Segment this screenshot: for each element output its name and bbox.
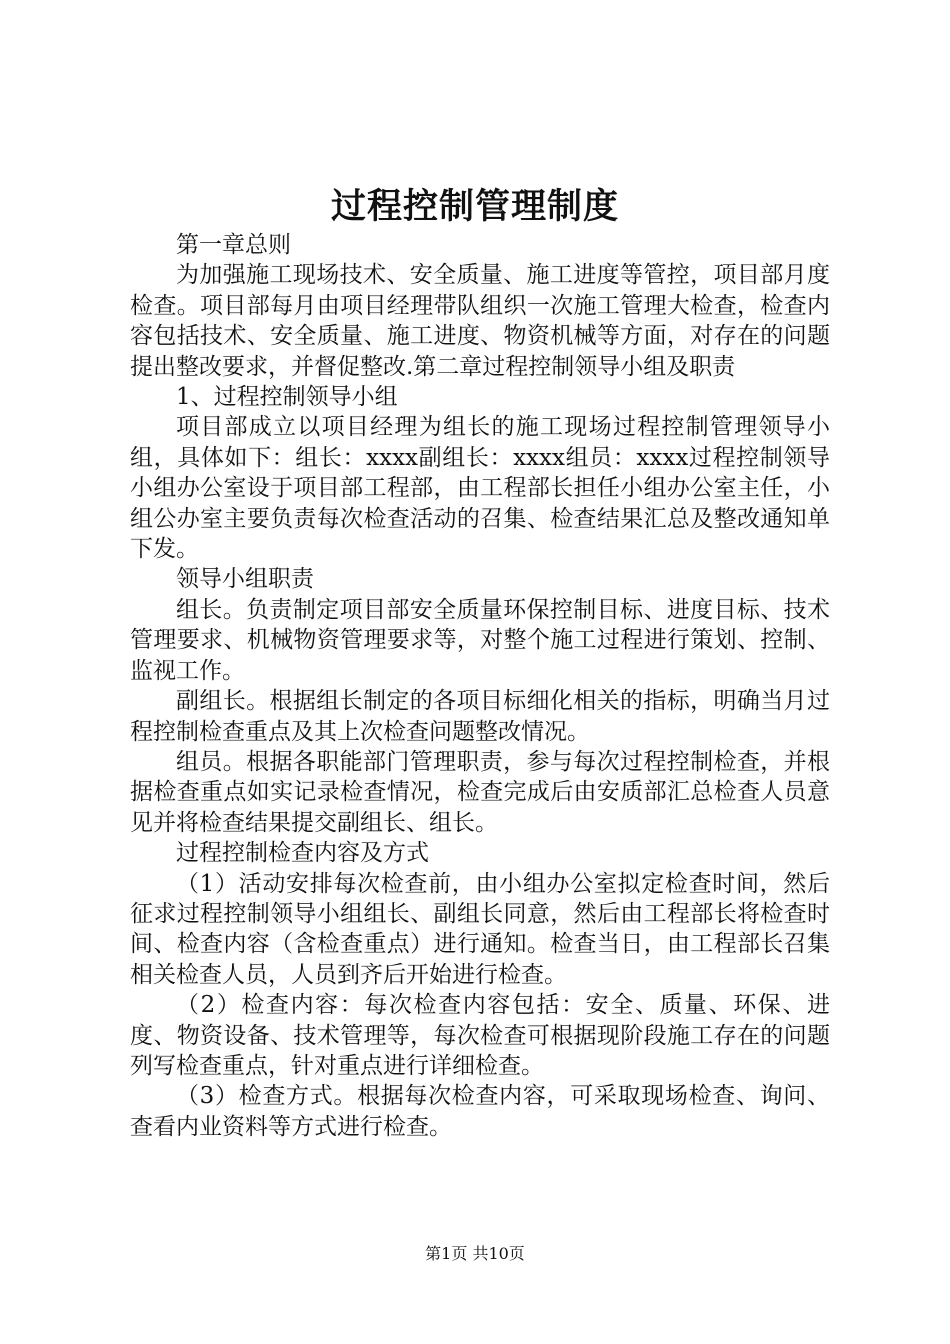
section-heading: 1、过程控制领导小组: [176, 384, 398, 411]
document-body: [130, 230, 830, 1142]
section-heading: 领导小组职责: [176, 566, 314, 593]
paragraph: 为加强施工现场技术、安全质量、施工进度等管控，项目部月度检查。项目部每月由项目经理带队组织一次施工管理大检查，检查内容包括技术、安全质量、施工进度、物资机械等方面，对存在的问题提出整改要求，并督促整改.第二章过程控制领导小组及职责: [130, 262, 830, 380]
document-title: 过程控制管理制度: [330, 186, 619, 227]
paragraph: （1）活动安排每次检查前，由小组办公室拟定检查时间，然后征求过程控制领导小组组长、副组长同意，然后由工程部长将检查时间、检查内容（含检查重点）进行通知。检查当日，由工程部长召集相关检查人员，人员到齐后开始进行检查。: [130, 870, 830, 988]
paragraph: 项目部成立以项目经理为组长的施工现场过程控制管理领导小组，具体如下：组长：xxxx副组长：xxxx组员：xxxx过程控制领导小组办公室设于项目部工程部，由工程部长担任小组办公室主任，小组公办室主要负责每次检查活动的召集、检查结果汇总及整改通知单下发。: [130, 414, 830, 563]
paragraph: （3）检查方式。根据每次检查内容，可采取现场检查、询问、查看内业资料等方式进行检查。: [130, 1083, 830, 1140]
paragraph: 副组长。根据组长制定的各项目标细化相关的指标，明确当月过程控制检查重点及其上次检查问题整改情况。: [130, 688, 830, 745]
section-heading: 过程控制检查内容及方式: [176, 840, 429, 867]
paragraph: 组长。负责制定项目部安全质量环保控制目标、进度目标、技术管理要求、机械物资管理要求等，对整个施工过程进行策划、控制、监视工作。: [130, 596, 830, 684]
page-footer: 第1页 共10页: [425, 1244, 525, 1263]
chapter-heading: 第一章总则: [176, 232, 291, 258]
paragraph: 组员。根据各职能部门管理职责，参与每次过程控制检查，并根据检查重点如实记录检查情况，检查完成后由安质部汇总检查人员意见并将检查结果提交副组长、组长。: [130, 748, 830, 836]
paragraph: （2）检查内容：每次检查内容包括：安全、质量、环保、进度、物资设备、技术管理等，每次检查可根据现阶段施工存在的问题列写检查重点，针对重点进行详细检查。: [130, 992, 830, 1079]
